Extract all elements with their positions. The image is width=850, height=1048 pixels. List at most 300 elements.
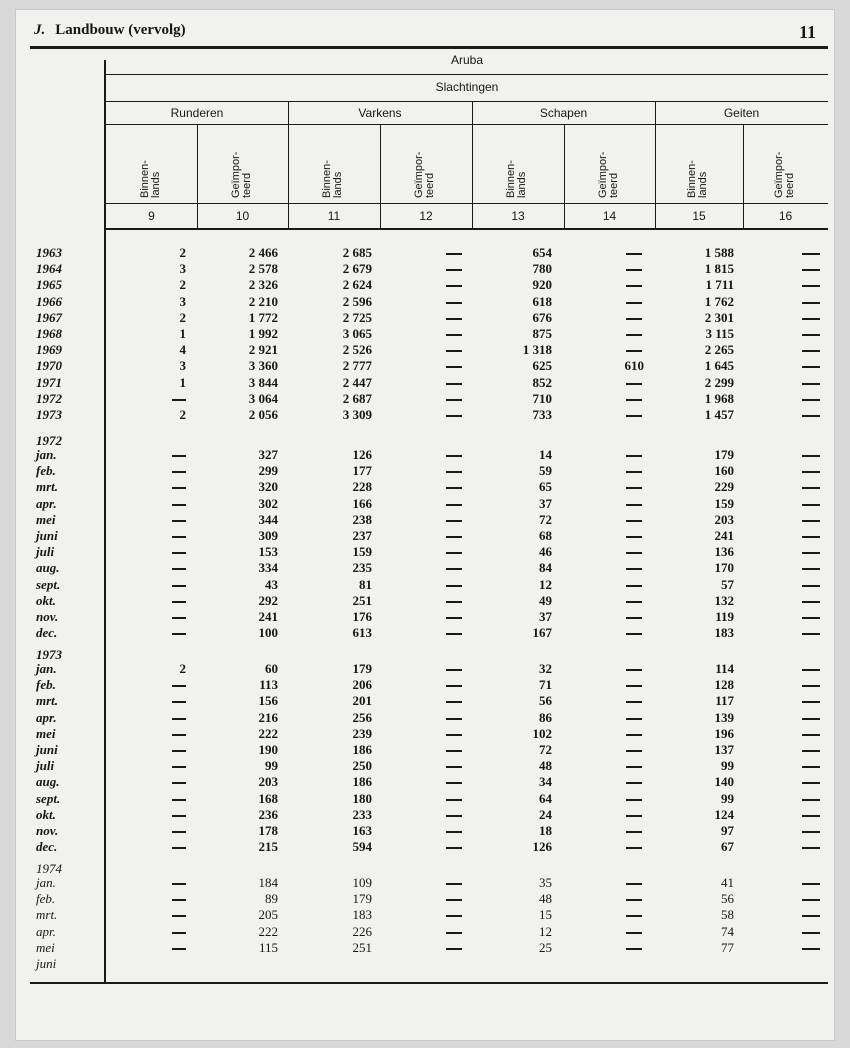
cell-value: 2 596 <box>342 293 372 309</box>
cell-value: 60 <box>265 661 278 676</box>
dash-mark <box>446 815 462 817</box>
dash-mark <box>802 915 820 917</box>
cell-value: 710 <box>532 390 552 406</box>
dash-mark <box>802 669 820 671</box>
column-number: 16 <box>778 209 793 223</box>
subcolumn-header: Binnen- lands <box>321 160 344 198</box>
cell-value: 2 679 <box>342 261 372 277</box>
dash-mark <box>802 536 820 538</box>
cell-value: 2 210 <box>248 293 278 309</box>
cell-value: 41 <box>721 875 734 890</box>
dash-mark <box>446 552 462 554</box>
cell-value: 320 <box>258 479 278 495</box>
dash-mark <box>172 932 186 934</box>
cell-value: 2 685 <box>342 245 372 260</box>
dash-mark <box>172 552 186 554</box>
cell-value: 334 <box>258 560 278 576</box>
dash-mark <box>626 383 642 385</box>
dash-mark <box>802 504 820 506</box>
cell-value: 206 <box>352 677 372 693</box>
cell-value: 37 <box>539 495 552 511</box>
cell-value: 1 968 <box>704 390 734 406</box>
cell-value: 344 <box>258 511 278 527</box>
cell-value: 34 <box>539 774 552 790</box>
cell-value: 299 <box>258 463 278 479</box>
year-label: 1973 <box>36 647 62 662</box>
row-label: jan. <box>36 661 57 676</box>
dash-mark <box>446 366 462 368</box>
subcolumn-header: Binnen- lands <box>138 160 162 198</box>
row-label: 1967 <box>36 309 62 325</box>
dash-mark <box>446 718 462 720</box>
dash-mark <box>626 799 642 801</box>
row-label: feb. <box>36 891 56 907</box>
cell-value: 99 <box>721 758 734 774</box>
year-label: 1972 <box>36 433 62 448</box>
dash-mark <box>802 269 820 271</box>
cell-value: 613 <box>352 625 372 641</box>
dash-mark <box>626 948 642 950</box>
dash-mark <box>626 685 642 687</box>
cell-value: 84 <box>539 560 552 576</box>
dash-mark <box>446 568 462 570</box>
dash-mark <box>802 487 820 489</box>
row-label: feb. <box>36 463 56 479</box>
dash-mark <box>446 415 462 417</box>
year-label: 1974 <box>36 861 62 876</box>
row-label: juli <box>36 758 55 774</box>
cell-value: 113 <box>259 677 278 693</box>
dash-mark <box>446 334 462 336</box>
group-geiten: Geiten <box>723 106 760 120</box>
cell-value: 18 <box>539 823 552 838</box>
dash-mark <box>446 520 462 522</box>
cell-value: 256 <box>352 709 372 725</box>
dash-mark <box>446 269 462 271</box>
cell-value: 226 <box>352 923 372 939</box>
dash-mark <box>172 633 186 635</box>
cell-value: 178 <box>258 823 278 838</box>
cell-value: 3 309 <box>342 407 372 422</box>
dash-mark <box>446 383 462 385</box>
dash-mark <box>446 253 462 255</box>
cell-value: 24 <box>539 806 552 822</box>
cell-value: 160 <box>714 463 734 479</box>
subcolumn-header: Geïmpor- teerd <box>596 151 620 198</box>
dash-mark <box>626 302 642 304</box>
subtitle-header: Slachtingen <box>435 80 499 94</box>
cell-value: 99 <box>265 758 278 774</box>
subcolumn-header: Geïmpor- teerd <box>229 151 253 198</box>
dash-mark <box>626 932 642 934</box>
dash-mark <box>172 815 186 817</box>
cell-value: 180 <box>352 790 372 806</box>
dash-mark <box>802 718 820 720</box>
dash-mark <box>626 552 642 554</box>
cell-value: 215 <box>258 839 278 855</box>
dash-mark <box>172 883 186 885</box>
cell-value: 184 <box>258 875 278 890</box>
cell-value: 168 <box>258 790 278 806</box>
cell-value: 205 <box>258 907 278 923</box>
row-label: 1966 <box>36 293 62 309</box>
cell-value: 72 <box>539 511 552 527</box>
cell-value: 166 <box>352 495 372 511</box>
cell-value: 49 <box>539 592 552 608</box>
dash-mark <box>626 718 642 720</box>
rule-under-groups <box>106 124 828 125</box>
dash-mark <box>446 734 462 736</box>
dash-mark <box>446 766 462 768</box>
row-label: 1963 <box>36 245 62 260</box>
dash-mark <box>626 617 642 619</box>
dash-mark <box>802 520 820 522</box>
cell-value: 2 <box>179 407 186 422</box>
dash-mark <box>626 504 642 506</box>
row-label: okt. <box>36 806 56 822</box>
cell-value: 43 <box>265 576 278 592</box>
dash-mark <box>802 899 820 901</box>
cell-value: 235 <box>352 560 372 576</box>
cell-value: 780 <box>532 261 552 277</box>
row-label: mrt. <box>36 693 59 709</box>
cell-value: 251 <box>352 592 372 608</box>
dash-mark <box>446 633 462 635</box>
cell-value: 222 <box>258 923 278 939</box>
dash-mark <box>626 487 642 489</box>
cell-value: 167 <box>532 625 552 641</box>
cell-value: 1 645 <box>704 358 734 374</box>
column-number: 15 <box>692 209 706 223</box>
cell-value: 58 <box>721 907 734 923</box>
row-label: jan. <box>36 447 57 462</box>
subcolumn-header: Geïmpor- teerd <box>413 151 436 198</box>
dash-mark <box>446 915 462 917</box>
dash-mark <box>446 471 462 473</box>
cell-value: 183 <box>352 907 372 923</box>
row-label: mrt. <box>36 479 59 495</box>
cell-value: 64 <box>539 790 552 806</box>
cell-value: 74 <box>721 923 734 939</box>
cell-value: 57 <box>721 576 734 592</box>
dash-mark <box>626 701 642 703</box>
dash-mark <box>802 633 820 635</box>
dash-mark <box>172 948 186 950</box>
cell-value: 99 <box>721 790 734 806</box>
cell-value: 186 <box>352 774 372 790</box>
cell-value: 170 <box>714 560 734 576</box>
cell-value: 2 921 <box>248 342 278 358</box>
cell-value: 201 <box>352 693 372 709</box>
dash-mark <box>802 701 820 703</box>
cell-value: 179 <box>352 661 372 676</box>
group-schapen: Schapen <box>539 106 588 120</box>
cell-value: 2 578 <box>248 261 278 277</box>
dash-mark <box>802 799 820 801</box>
dash-mark <box>802 734 820 736</box>
dash-mark <box>626 831 642 833</box>
dash-mark <box>802 782 820 784</box>
row-label: sept. <box>36 576 61 592</box>
cell-value: 2 624 <box>342 277 372 293</box>
cell-value: 183 <box>714 625 734 641</box>
dash-mark <box>172 718 186 720</box>
cell-value: 1 318 <box>522 342 552 358</box>
dash-mark <box>446 847 462 849</box>
row-label: dec. <box>36 625 58 641</box>
cell-value: 89 <box>265 891 278 907</box>
dash-mark <box>172 487 186 489</box>
cell-value: 177 <box>352 463 372 479</box>
cell-value: 2 301 <box>704 309 734 325</box>
cell-value: 59 <box>539 463 552 479</box>
cell-value: 302 <box>258 495 278 511</box>
cell-value: 140 <box>714 774 734 790</box>
dash-mark <box>626 734 642 736</box>
cell-value: 733 <box>532 407 552 422</box>
dash-mark <box>172 617 186 619</box>
dash-mark <box>446 932 462 934</box>
dash-mark <box>626 568 642 570</box>
row-label: juni <box>36 528 58 543</box>
dash-mark <box>802 253 820 255</box>
cell-value: 2 <box>179 661 186 676</box>
dash-mark <box>802 350 820 352</box>
cell-value: 115 <box>258 939 278 955</box>
row-label: 1964 <box>36 261 62 277</box>
dash-mark <box>802 932 820 934</box>
cell-value: 12 <box>539 923 552 939</box>
cell-value: 2 326 <box>248 277 278 293</box>
cell-value: 72 <box>539 742 552 757</box>
cell-value: 114 <box>715 661 734 676</box>
dash-mark <box>626 399 642 401</box>
cell-value: 67 <box>721 839 734 855</box>
dash-mark <box>172 399 186 401</box>
dash-mark <box>446 285 462 287</box>
cell-value: 2 687 <box>342 390 372 406</box>
dash-mark <box>172 455 186 457</box>
cell-value: 1 992 <box>248 326 278 341</box>
row-label: apr. <box>36 495 57 511</box>
cell-value: 852 <box>532 374 552 390</box>
cell-value: 216 <box>258 709 278 725</box>
cell-value: 625 <box>532 358 552 374</box>
cell-value: 203 <box>258 774 278 790</box>
dash-mark <box>626 585 642 587</box>
cell-value: 179 <box>714 447 734 462</box>
cell-value: 1 815 <box>704 261 734 277</box>
dash-mark <box>802 471 820 473</box>
dash-mark <box>626 782 642 784</box>
subcolumn-header: Binnen- lands <box>505 160 528 198</box>
dash-mark <box>626 455 642 457</box>
cell-value: 32 <box>539 661 552 676</box>
cell-value: 2 526 <box>342 342 372 358</box>
cell-value: 48 <box>539 758 552 774</box>
dash-mark <box>802 815 820 817</box>
dash-mark <box>172 899 186 901</box>
cell-value: 159 <box>714 495 734 511</box>
cell-value: 132 <box>714 592 734 608</box>
dash-mark <box>626 536 642 538</box>
dash-mark <box>446 782 462 784</box>
cell-value: 610 <box>624 358 644 374</box>
cell-value: 126 <box>532 839 552 855</box>
group-varkens: Varkens <box>358 106 402 120</box>
dash-mark <box>172 734 186 736</box>
cell-value: 3 <box>179 261 186 277</box>
rule-above-colnums <box>106 203 828 204</box>
cell-value: 309 <box>258 528 278 543</box>
dash-mark <box>172 520 186 522</box>
dash-mark <box>802 399 820 401</box>
cell-value: 2 056 <box>248 407 278 422</box>
cell-value: 654 <box>532 245 552 260</box>
row-label: apr. <box>36 923 56 939</box>
cell-value: 65 <box>539 479 552 495</box>
row-label: nov. <box>36 823 59 838</box>
rule-under-region <box>106 74 828 75</box>
cell-value: 327 <box>258 447 278 462</box>
dash-mark <box>802 334 820 336</box>
cell-value: 77 <box>721 939 734 955</box>
cell-value: 3 115 <box>705 326 734 341</box>
row-label: mei <box>36 511 56 527</box>
dash-mark <box>172 831 186 833</box>
dash-mark <box>626 334 642 336</box>
document-page <box>16 10 834 1040</box>
cell-value: 139 <box>714 709 734 725</box>
cell-value: 1 457 <box>704 407 734 422</box>
dash-mark <box>626 350 642 352</box>
dash-mark <box>626 633 642 635</box>
cell-value: 3 <box>179 358 186 374</box>
row-label: 1969 <box>36 342 62 358</box>
cell-value: 236 <box>258 806 278 822</box>
cell-value: 239 <box>352 725 372 741</box>
dash-mark <box>446 701 462 703</box>
subcolumn-header: Geïmpor- teerd <box>772 151 796 198</box>
dash-mark <box>172 847 186 849</box>
dash-mark <box>626 520 642 522</box>
dash-mark <box>802 766 820 768</box>
row-label: dec. <box>36 839 58 855</box>
section-title: Landbouw (vervolg) <box>55 22 186 38</box>
dash-mark <box>446 601 462 603</box>
dash-mark <box>172 536 186 538</box>
cell-value: 676 <box>532 309 552 325</box>
cell-value: 136 <box>714 544 734 560</box>
dash-mark <box>626 471 642 473</box>
top-rule <box>30 46 828 49</box>
cell-value: 190 <box>258 742 278 757</box>
cell-value: 46 <box>539 544 552 560</box>
cell-value: 292 <box>258 592 278 608</box>
row-label: 1973 <box>36 407 62 422</box>
row-label: juli <box>36 544 55 560</box>
dash-mark <box>626 253 642 255</box>
cell-value: 15 <box>539 907 552 923</box>
group-runderen: Runderen <box>170 106 224 120</box>
dash-mark <box>802 685 820 687</box>
cell-value: 228 <box>352 479 372 495</box>
dash-mark <box>172 750 186 752</box>
cell-value: 229 <box>714 479 734 495</box>
cell-value: 241 <box>714 528 734 543</box>
dash-mark <box>626 883 642 885</box>
dash-mark <box>626 847 642 849</box>
cell-value: 2 <box>179 277 186 293</box>
region-header: Aruba <box>450 53 484 67</box>
dash-mark <box>172 685 186 687</box>
dash-mark <box>626 415 642 417</box>
row-label: 1965 <box>36 277 62 293</box>
cell-value: 1 <box>179 374 186 390</box>
dash-mark <box>446 617 462 619</box>
dash-mark <box>446 685 462 687</box>
cell-value: 618 <box>532 293 552 309</box>
cell-value: 117 <box>715 693 734 709</box>
dash-mark <box>172 915 186 917</box>
cell-value: 126 <box>352 447 372 462</box>
cell-value: 2 447 <box>342 374 372 390</box>
dash-mark <box>172 601 186 603</box>
dash-mark <box>802 601 820 603</box>
dash-mark <box>172 471 186 473</box>
cell-value: 3 065 <box>342 326 372 341</box>
row-label: nov. <box>36 609 59 624</box>
column-number: 10 <box>235 209 250 223</box>
cell-value: 153 <box>258 544 278 560</box>
dash-mark <box>802 383 820 385</box>
dash-mark <box>446 318 462 320</box>
cell-value: 137 <box>714 742 734 757</box>
cell-value: 56 <box>721 891 734 907</box>
column-number: 13 <box>511 209 525 223</box>
cell-value: 163 <box>352 823 372 838</box>
cell-value: 179 <box>352 891 372 907</box>
cell-value: 97 <box>721 823 734 838</box>
row-label: jan. <box>36 875 56 890</box>
row-label: feb. <box>36 677 56 693</box>
cell-value: 71 <box>539 677 552 693</box>
dash-mark <box>446 504 462 506</box>
column-number: 12 <box>419 209 433 223</box>
dash-mark <box>802 617 820 619</box>
stub-column-rule <box>104 60 106 982</box>
dash-mark <box>446 948 462 950</box>
dash-mark <box>802 285 820 287</box>
subcolumn-header: Binnen- lands <box>686 160 709 198</box>
dash-mark <box>802 318 820 320</box>
row-label: mrt. <box>36 907 58 923</box>
cell-value: 3 844 <box>248 374 278 390</box>
row-label: mei <box>36 725 56 741</box>
cell-value: 25 <box>539 939 552 955</box>
row-label: 1968 <box>36 326 62 341</box>
dash-mark <box>802 585 820 587</box>
dash-mark <box>626 915 642 917</box>
dash-mark <box>172 568 186 570</box>
cell-value: 2 725 <box>342 309 372 325</box>
cell-value: 2 777 <box>342 358 372 374</box>
page-number: 11 <box>798 22 816 42</box>
dash-mark <box>626 815 642 817</box>
cell-value: 124 <box>714 806 734 822</box>
cell-value: 128 <box>714 677 734 693</box>
cell-value: 203 <box>714 511 734 527</box>
